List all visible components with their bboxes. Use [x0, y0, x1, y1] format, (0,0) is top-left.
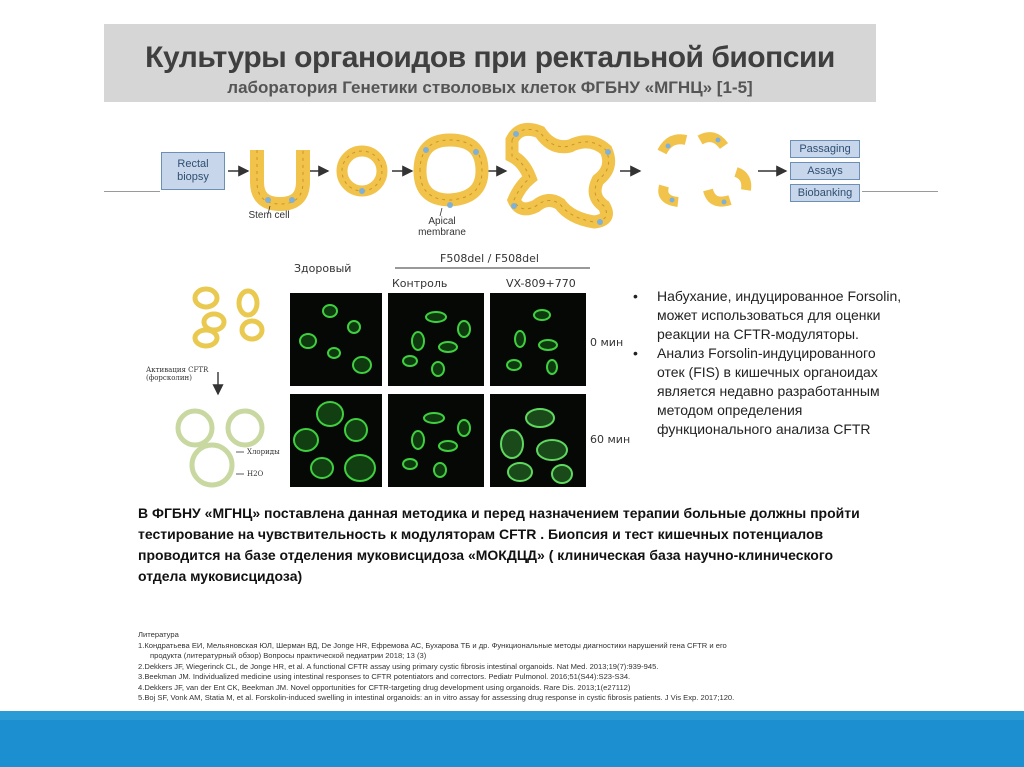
- references: [138, 630, 868, 704]
- healthy-label: Здоровый: [294, 262, 352, 275]
- footer-band: [0, 720, 1024, 767]
- reference-item: 2.Dekkers JF, Wiegerinck CL, de Jonge HR, et al. A functional CFTR assay using primary cystic fibrosis intestinal organoids. Nat Med. 2013;19(7):939-945.: [138, 661, 659, 671]
- reference-item: продукта (литературный обзор) Вопросы практической педиатрии 2018; 13 (3): [150, 651, 427, 660]
- organoid-illustrations-top: [195, 289, 262, 346]
- treatment-label: VX-809+770: [506, 277, 576, 290]
- control-label: Контроль: [392, 277, 448, 290]
- bullet-text: Набухание, индуцированное Forsolin, может использоваться для оценки реакции на CFTR-модуляторы.: [657, 288, 902, 342]
- time-0-label: 0 мин: [590, 336, 624, 349]
- small-organoid-icon: [342, 151, 382, 194]
- large-organoid-icon: [511, 129, 611, 225]
- bullet-item: [633, 287, 903, 344]
- crypt-icon: [257, 150, 303, 204]
- mutation-label: F508del / F508del: [440, 252, 539, 265]
- bullet-item: [633, 344, 903, 439]
- apical-membrane-label: Apical membrane: [418, 216, 466, 238]
- micrograph-treatment-60min: [490, 394, 586, 487]
- footer-band-top: [0, 711, 1024, 720]
- micrograph-healthy-60min: [290, 394, 382, 487]
- bullet-symbol: •: [633, 345, 638, 361]
- outcome-passaging: Passaging: [790, 140, 860, 158]
- outcome-assays: Assays: [790, 162, 860, 180]
- main-paragraph: В ФГБНУ «МГНЦ» поставлена данная методика и перед назначением терапии больные должны пройти тестирование на чувствительность к модуляторам CFTR . Биопсия и тест кишечных потенциалов проводится на базе отделения муковисцидоза «МОКДЦД» ( клиническая база научно-клинического отдела муковисцидоза): [138, 505, 860, 584]
- reference-item: 5.Boj SF, Vonk AM, Statia M, et al. Forskolin-induced swelling in intestinal organoids: an in vitro assay for assessing drug response in cystic fibrosis patients. J Vis Exp. 2017;120.: [138, 693, 735, 702]
- reference-item: 3.Beekman JM. Individualized medicine using intestinal responses to CFTR potentiators and correctors. Pediatr Pulmonol. 2016;51(S44):S23-S34.: [138, 672, 631, 681]
- bullet-list: [633, 287, 903, 439]
- outcome-biobanking: Biobanking: [790, 184, 860, 202]
- page-title: Культуры органоидов при ректальной биопсии: [145, 41, 835, 74]
- micrograph-treatment-0min: [490, 293, 586, 386]
- rectal-biopsy-box: Rectal biopsy: [161, 152, 225, 190]
- micrograph-control-0min: [388, 293, 484, 386]
- stem-cell-label: Stem cell: [248, 210, 290, 221]
- page-subtitle: лаборатория Генетики стволовых клеток ФГБНУ «МГНЦ» [1-5]: [227, 78, 753, 97]
- references-heading: Литература: [138, 630, 179, 639]
- bullet-text: Анализ Forsolin-индуцированного отек (FIS) в кишечных органоидах является недавно разработанным методом определения функционального анализа CFTR: [657, 345, 880, 437]
- micrograph-control-60min: [388, 394, 484, 487]
- reference-item: 4.Dekkers JF, van der Ent CK, Beekman JM. Novel opportunities for CFTR-targeting drug development using organoids. Rare Dis. 2013;1(e27112): [138, 682, 631, 692]
- water-label: H2O: [247, 470, 264, 478]
- chloride-label: Хлориды: [247, 448, 280, 456]
- bullet-symbol: •: [633, 288, 638, 304]
- budding-organoid-icon: [420, 140, 482, 208]
- time-60-label: 60 мин: [590, 433, 631, 446]
- reference-item: 1.Кондратьева ЕИ, Мельяновская ЮЛ, Шерман ВД, De Jonge HR, Ефремова АС, Бухарова ТБ и др. Функциональные методы диагностики нарушений гена CFTR и его: [138, 640, 727, 650]
- micrograph-healthy-0min: [290, 293, 382, 386]
- activation-label: Активация CFTR (форсколин): [146, 366, 209, 382]
- fragment-pieces-icon: [662, 137, 746, 202]
